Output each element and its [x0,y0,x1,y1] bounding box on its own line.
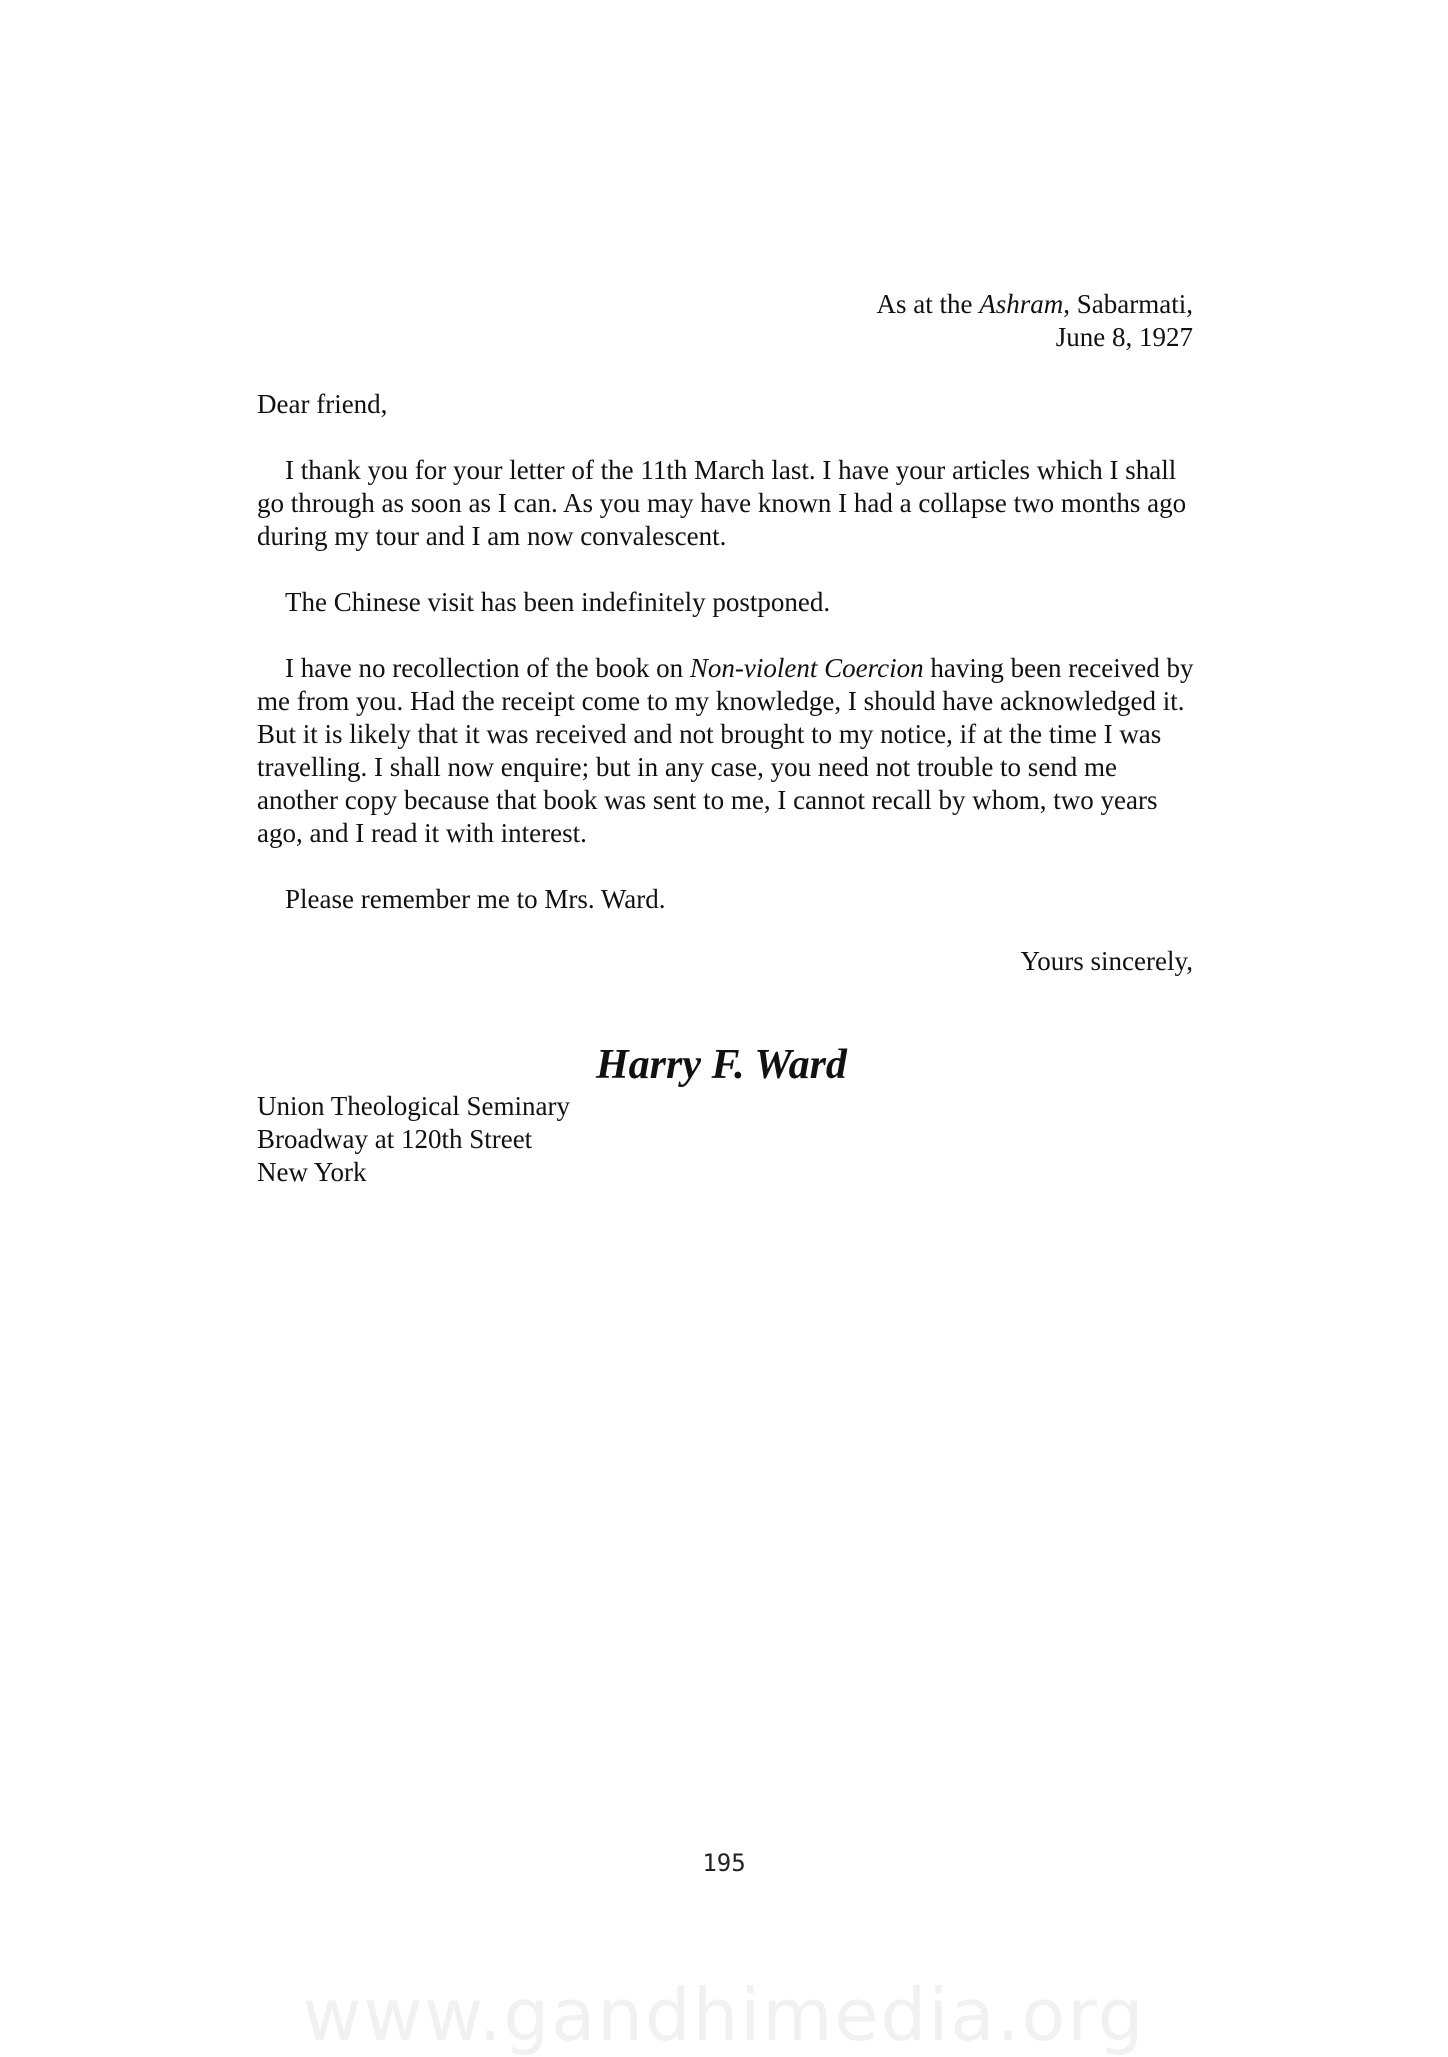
salutation: Dear friend, [257,389,388,419]
watermark: www.gandhimedia.org [302,1973,1146,2057]
paragraph-2: The Chinese visit has been indefinitely postponed. [285,587,831,617]
letter-body [257,454,1197,949]
address-line-1: Union Theological Seminary [257,1091,570,1121]
address-line-3: New York [257,1157,367,1187]
address-line-2: Broadway at 120th Street [257,1124,533,1154]
page-number: 195 [702,1849,746,1877]
paragraph-3-start: I have no recollection of the book on [285,653,690,683]
paragraph-3 [257,652,1197,850]
address-block [257,1090,570,1189]
letter-date: June 8, 1927 [1055,322,1193,352]
place-suffix: , Sabarmati, [1063,289,1193,319]
place-line [760,288,1193,321]
closing: Yours sincerely, [1020,946,1193,976]
place-prefix: As at the [876,289,980,319]
paragraph-3-end: having been received by me from you. Had the receipt come to my knowledge, I should have acknowledged it. But it is likely that it was received and not brought to my notice, if at the time I was travelling. I shall now enquire; but in any case, you need not trouble to send me another copy because that book was sent to me, I cannot recall by whom, two years ago, and I read it with interest. [257,653,1194,848]
book-title: Non-violent Coercion [689,653,924,683]
addressee-name: Harry F. Ward [596,1042,847,1088]
place-italic: Ashram [979,289,1064,319]
paragraph-4: Please remember me to Mrs. Ward. [285,884,666,914]
paragraph-1: I thank you for your letter of the 11th March last. I have your articles which I shall go through as soon as I can. As you may have known I had a collapse two months ago during my tour and I am now convalescent. [257,455,1187,551]
letter-heading [760,288,1193,354]
